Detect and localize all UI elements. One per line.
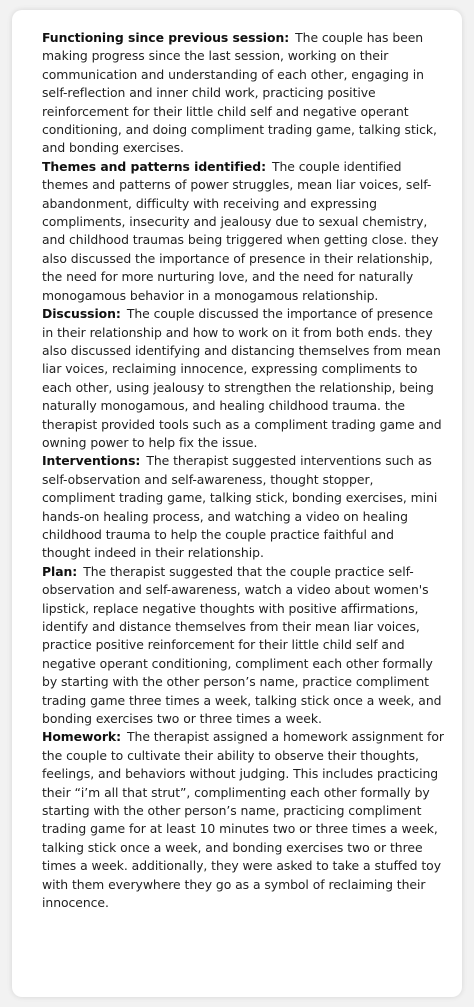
section-text: The couple identified themes and patterns of power struggles, mean liar voices, self-abandonment, difficulty with receiving and expressing compliments, insecurity and jealousy due to sexual chemistry, and childhood traumas being triggered when getting close. they also discussed the importance of presence in their relationship, the need for more nurturing love, and the need for naturally monogamous behavior in a monogamous relationship. bbox=[42, 158, 439, 303]
section-functioning bbox=[42, 29, 446, 158]
section-heading: Plan: bbox=[42, 563, 78, 579]
section-heading: Interventions: bbox=[42, 453, 141, 469]
section-interventions bbox=[42, 452, 446, 562]
section-discussion bbox=[42, 305, 446, 452]
section-homework bbox=[42, 728, 446, 912]
section-text: The therapist assigned a homework assignment for the couple to cultivate their ability to observe their thoughts, feelings, and behaviors without judging. This includes practicing their “i’m all that strut”, complimenting each other formally by starting with the other person’s name, practicing compliment trading game for at least 10 minutes two or three times a week, talking stick once a week, and bonding exercises two or three times a week. additionally, they were asked to take a stuffed toy with them everywhere they go as a symbol of reclaiming their innocence. bbox=[42, 729, 444, 911]
session-notes-card bbox=[12, 10, 462, 997]
section-heading: Homework: bbox=[42, 729, 122, 745]
section-text: The couple discussed the importance of presence in their relationship and how to work on it from both ends. they also discussed identifying and distancing themselves from mean liar voices, reclaiming innocence, expressing compliments to each other, using jealousy to strengthen the relationship, being naturally monogamous, and healing childhood trauma. the therapist provided tools such as a compliment trading game and owning power to help fix the issue. bbox=[42, 306, 442, 450]
section-heading: Discussion: bbox=[42, 306, 121, 322]
section-heading: Themes and patterns identified: bbox=[42, 158, 266, 174]
section-heading: Functioning since previous session: bbox=[42, 30, 290, 45]
section-text: The therapist suggested interventions such as self-observation and self-awareness, thought stopper, compliment trading game, talking stick, bonding exercises, mini hands-on healing process, and watching a video on healing childhood trauma to help the couple practice faithful and thought indeed in their relationship. bbox=[42, 453, 438, 561]
section-text: The couple has been making progress since the last session, working on their communication and understanding of each other, engaging in self-reflection and inner child work, practicing positive reinforcement for their little child self and negative operant conditioning, and doing compliment trading game, talking stick, and bonding exercises. bbox=[42, 30, 437, 156]
section-plan bbox=[42, 563, 446, 729]
section-text: The therapist suggested that the couple practice self-observation and self-awareness, watch a video about women's lipstick, replace negative thoughts with positive affirmations, identify and distance themselves from their mean liar voices, practice positive reinforcement for their little child self and negative operant conditioning, compliment each other formally by starting with the other person’s name, practice compliment trading game three times a week, talking stick once a week, and bonding exercises two or three times a week. bbox=[42, 563, 442, 727]
section-themes bbox=[42, 158, 446, 305]
